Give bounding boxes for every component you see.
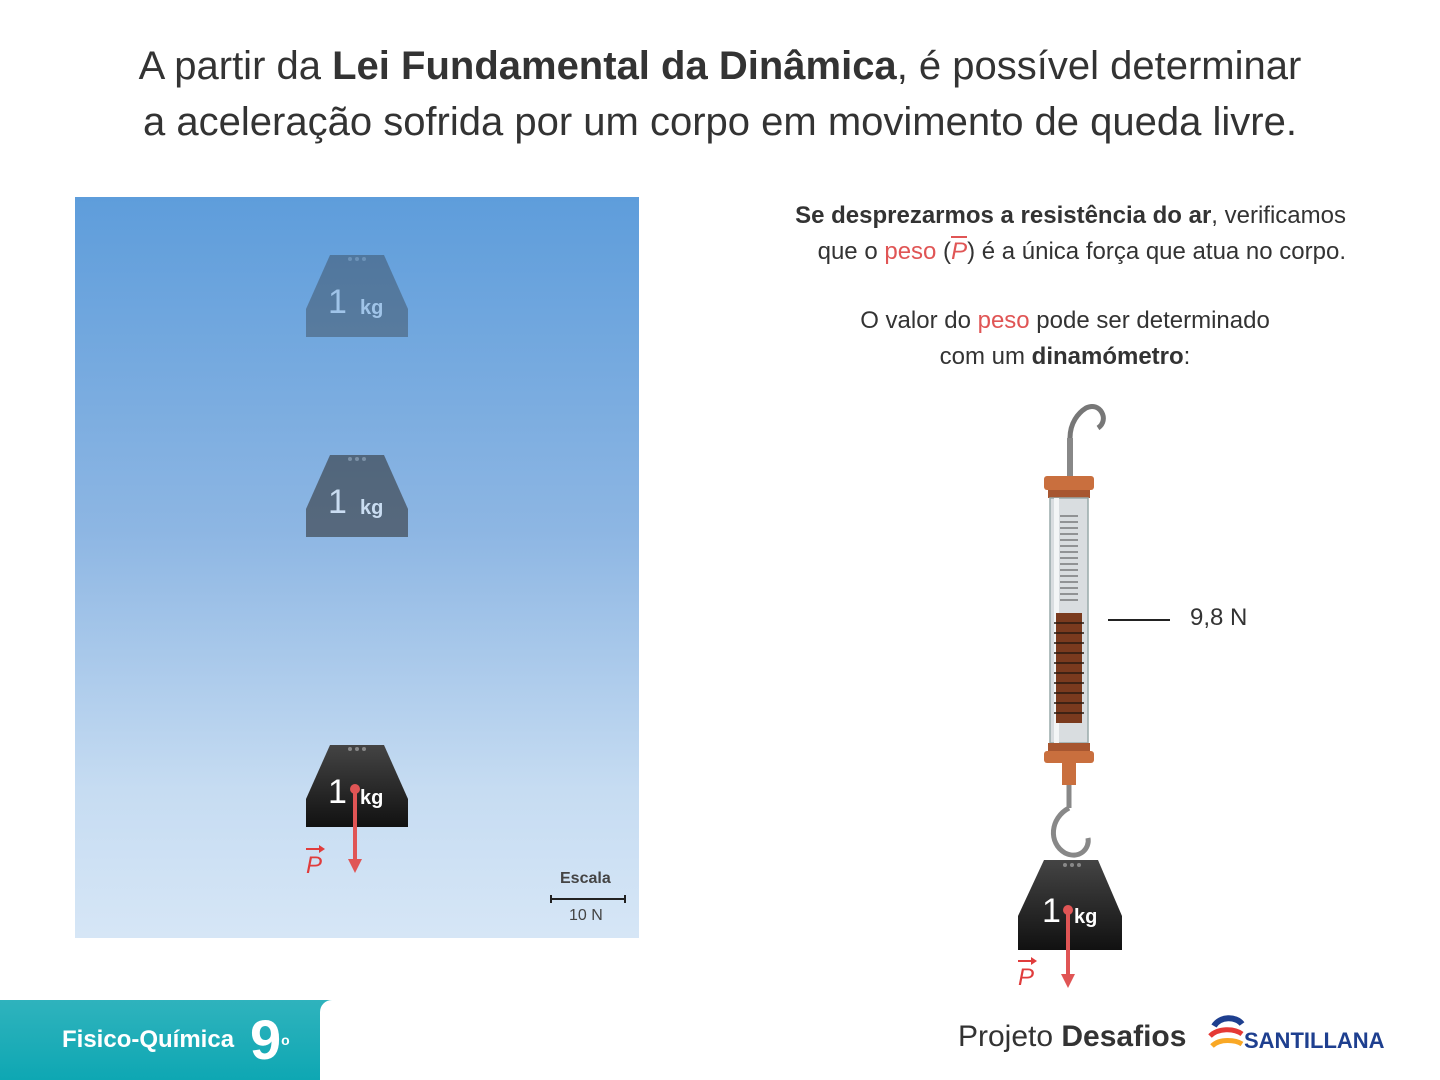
weight-number: 1 xyxy=(328,773,347,811)
text: ( xyxy=(936,238,952,265)
free-fall-panel xyxy=(75,197,639,938)
text: O valor do xyxy=(860,307,978,334)
weight-shape xyxy=(304,453,410,539)
weight-number: 1 xyxy=(1042,892,1061,930)
title-text: , é possível determinar xyxy=(896,44,1302,88)
vector-letter: P xyxy=(1018,964,1035,991)
text-line xyxy=(700,198,1346,234)
project-text: Projeto xyxy=(958,1020,1062,1053)
text: com um xyxy=(939,343,1032,370)
text: , verificamos xyxy=(1211,202,1346,229)
bold-text: Se desprezarmos a resistência do ar xyxy=(795,202,1212,229)
santillana-logo-icon xyxy=(1206,1012,1246,1052)
dynamometer-text xyxy=(780,303,1350,375)
title-line-1 xyxy=(40,38,1400,94)
peso-term: peso xyxy=(884,238,937,265)
vector-p: P xyxy=(951,238,968,265)
falling-weight-1 xyxy=(304,253,410,339)
weight-vector-label xyxy=(306,852,322,880)
weight-unit: kg xyxy=(360,497,384,519)
text-line xyxy=(780,303,1350,339)
text: : xyxy=(1183,343,1191,370)
text: ) é a única força que atua no corpo. xyxy=(967,238,1346,265)
falling-weight-2 xyxy=(304,453,410,539)
text-line xyxy=(780,339,1350,375)
bold-text: dinamómetro xyxy=(1031,343,1184,370)
project-logo xyxy=(958,1020,1186,1054)
title-text: A partir da xyxy=(138,44,333,88)
title-bold-text: Lei Fundamental da Dinâmica xyxy=(332,44,897,88)
air-resistance-text xyxy=(700,198,1390,270)
weight-vector-arrow xyxy=(345,783,365,875)
title-line-2: a aceleração sofrida por um corpo em movimento de queda livre. xyxy=(143,100,1297,144)
scale-bar xyxy=(550,898,626,900)
slide-title xyxy=(40,38,1400,150)
footer-brand-panel xyxy=(320,1000,1440,1080)
vector-letter: P xyxy=(306,852,323,879)
weight-vector-label xyxy=(1018,964,1034,992)
weight-shape xyxy=(304,253,410,339)
reading-marker-line xyxy=(1108,619,1170,621)
weight-number: 1 xyxy=(328,483,347,521)
weight-unit: kg xyxy=(1074,906,1098,928)
scale-label: Escala xyxy=(560,870,611,887)
weight-unit: kg xyxy=(360,787,384,809)
grade-number: 9 xyxy=(250,1008,282,1071)
grade-sup: o xyxy=(281,1032,290,1048)
grade-label xyxy=(250,1008,290,1072)
dynamometer-reading: 9,8 N xyxy=(1190,604,1248,631)
text: pode ser determinado xyxy=(1029,307,1270,334)
footer-bar xyxy=(0,1000,1440,1080)
text-line xyxy=(700,234,1346,270)
weight-unit: kg xyxy=(360,297,384,319)
scale-value: 10 N xyxy=(569,907,603,924)
weight-number: 1 xyxy=(328,283,347,321)
subject-label: Fisico-Química xyxy=(62,1026,235,1053)
publisher-logo: SANTILLANA xyxy=(1244,1028,1385,1053)
text: que o xyxy=(817,238,885,265)
peso-term: peso xyxy=(977,307,1030,334)
project-bold-text: Desafios xyxy=(1061,1020,1187,1053)
